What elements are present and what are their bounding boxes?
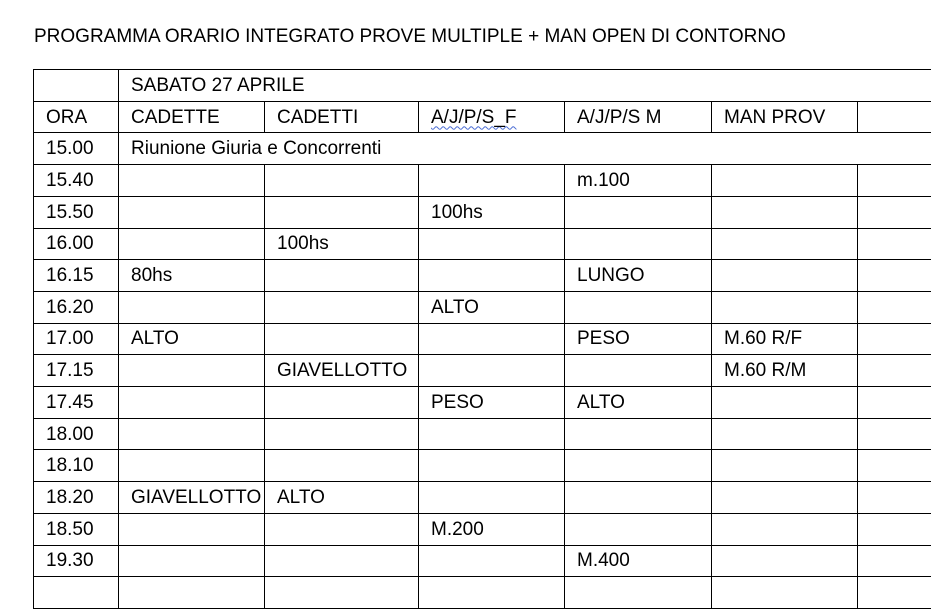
event-cell: ALTO xyxy=(565,387,712,419)
event-cell xyxy=(565,228,712,260)
event-cell xyxy=(265,323,419,355)
header-ajps-f-label: A/J/P/S_F xyxy=(431,107,517,128)
table-cell-empty xyxy=(858,355,931,387)
event-cell xyxy=(119,418,265,450)
event-cell: 100hs xyxy=(419,196,565,228)
event-cell: M.60 R/F xyxy=(712,323,858,355)
table-cell-empty xyxy=(858,291,931,323)
event-cell: PESO xyxy=(419,387,565,419)
event-cell xyxy=(712,387,858,419)
event-cell xyxy=(712,482,858,514)
event-cell xyxy=(419,450,565,482)
event-cell: M.60 R/M xyxy=(712,355,858,387)
time-cell: 17.00 xyxy=(34,323,119,355)
day-label: SABATO 27 APRILE xyxy=(119,70,931,102)
event-cell xyxy=(119,577,265,609)
table-cell-empty xyxy=(858,450,931,482)
event-cell xyxy=(119,355,265,387)
table-cell-empty xyxy=(858,545,931,577)
event-cell xyxy=(712,196,858,228)
header-man-prov: MAN PROV xyxy=(712,101,858,133)
table-row xyxy=(34,513,931,545)
table-row xyxy=(34,260,931,292)
event-cell xyxy=(712,577,858,609)
event-cell xyxy=(119,513,265,545)
header-ora: ORA xyxy=(34,101,119,133)
table-cell-empty xyxy=(858,513,931,545)
event-cell: ALTO xyxy=(419,291,565,323)
time-cell: 18.00 xyxy=(34,418,119,450)
table-cell-empty xyxy=(858,577,931,609)
event-cell xyxy=(265,513,419,545)
time-cell: 15.00 xyxy=(34,133,119,165)
table-cell-empty xyxy=(858,418,931,450)
event-cell xyxy=(712,545,858,577)
event-cell: ALTO xyxy=(265,482,419,514)
event-cell xyxy=(565,355,712,387)
time-cell xyxy=(34,577,119,609)
table-row xyxy=(34,450,931,482)
event-cell xyxy=(119,196,265,228)
event-cell: 80hs xyxy=(119,260,265,292)
header-extra xyxy=(858,101,931,133)
table-cell-empty xyxy=(858,165,931,197)
header-row xyxy=(34,101,931,133)
table-row xyxy=(34,418,931,450)
event-cell xyxy=(119,545,265,577)
event-cell xyxy=(265,450,419,482)
event-cell xyxy=(565,418,712,450)
table-cell-empty xyxy=(858,323,931,355)
table-cell-empty xyxy=(858,387,931,419)
schedule-table xyxy=(33,69,931,609)
event-cell xyxy=(419,418,565,450)
event-cell xyxy=(419,323,565,355)
header-ajps-m: A/J/P/S M xyxy=(565,101,712,133)
event-cell xyxy=(119,228,265,260)
event-cell: m.100 xyxy=(565,165,712,197)
table-cell-empty xyxy=(858,482,931,514)
event-cell xyxy=(712,450,858,482)
event-cell xyxy=(419,482,565,514)
event-cell xyxy=(419,355,565,387)
event-cell xyxy=(119,450,265,482)
time-cell: 16.00 xyxy=(34,228,119,260)
event-cell xyxy=(712,260,858,292)
table-row xyxy=(34,577,931,609)
event-cell xyxy=(712,513,858,545)
event-cell xyxy=(712,291,858,323)
event-cell xyxy=(419,545,565,577)
merged-note-cell: Riunione Giuria e Concorrenti xyxy=(119,133,931,165)
event-cell xyxy=(265,387,419,419)
table-row xyxy=(34,387,931,419)
event-cell: GIAVELLOTTO xyxy=(119,482,265,514)
document-title: PROGRAMMA ORARIO INTEGRATO PROVE MULTIPLE + MAN OPEN DI CONTORNO xyxy=(34,24,786,50)
table-row xyxy=(34,482,931,514)
header-cadetti: CADETTI xyxy=(265,101,419,133)
event-cell xyxy=(265,291,419,323)
event-cell: M.400 xyxy=(565,545,712,577)
event-cell xyxy=(565,196,712,228)
event-cell: ALTO xyxy=(119,323,265,355)
event-cell xyxy=(419,228,565,260)
table-row xyxy=(34,165,931,197)
event-cell xyxy=(119,291,265,323)
event-cell xyxy=(419,577,565,609)
time-cell: 16.20 xyxy=(34,291,119,323)
table-row xyxy=(34,355,931,387)
event-cell xyxy=(265,260,419,292)
event-cell xyxy=(565,482,712,514)
table-row xyxy=(34,545,931,577)
event-cell xyxy=(712,228,858,260)
event-cell xyxy=(419,260,565,292)
event-cell: LUNGO xyxy=(565,260,712,292)
event-cell xyxy=(419,165,565,197)
event-cell xyxy=(565,577,712,609)
table-row xyxy=(34,228,931,260)
table-cell-empty xyxy=(858,196,931,228)
time-cell: 17.15 xyxy=(34,355,119,387)
time-cell: 17.45 xyxy=(34,387,119,419)
time-cell: 15.50 xyxy=(34,196,119,228)
time-cell: 18.10 xyxy=(34,450,119,482)
event-cell xyxy=(565,291,712,323)
event-cell xyxy=(712,165,858,197)
table-row xyxy=(34,291,931,323)
event-cell xyxy=(565,513,712,545)
event-cell: PESO xyxy=(565,323,712,355)
event-cell xyxy=(712,418,858,450)
table-cell-empty xyxy=(858,228,931,260)
header-cadette: CADETTE xyxy=(119,101,265,133)
time-cell: 18.20 xyxy=(34,482,119,514)
table-row xyxy=(34,323,931,355)
table-row xyxy=(34,133,931,165)
event-cell xyxy=(265,165,419,197)
event-cell xyxy=(265,545,419,577)
time-cell: 19.30 xyxy=(34,545,119,577)
time-cell: 15.40 xyxy=(34,165,119,197)
event-cell xyxy=(565,450,712,482)
time-cell: 16.15 xyxy=(34,260,119,292)
event-cell xyxy=(119,165,265,197)
header-ajps-f xyxy=(419,101,565,133)
day-row xyxy=(34,70,931,102)
time-cell: 18.50 xyxy=(34,513,119,545)
table-cell-empty xyxy=(34,70,119,102)
event-cell xyxy=(265,418,419,450)
event-cell xyxy=(119,387,265,419)
event-cell: GIAVELLOTTO xyxy=(265,355,419,387)
table-row xyxy=(34,196,931,228)
event-cell xyxy=(265,196,419,228)
event-cell xyxy=(265,577,419,609)
table-cell-empty xyxy=(858,260,931,292)
event-cell: M.200 xyxy=(419,513,565,545)
event-cell: 100hs xyxy=(265,228,419,260)
